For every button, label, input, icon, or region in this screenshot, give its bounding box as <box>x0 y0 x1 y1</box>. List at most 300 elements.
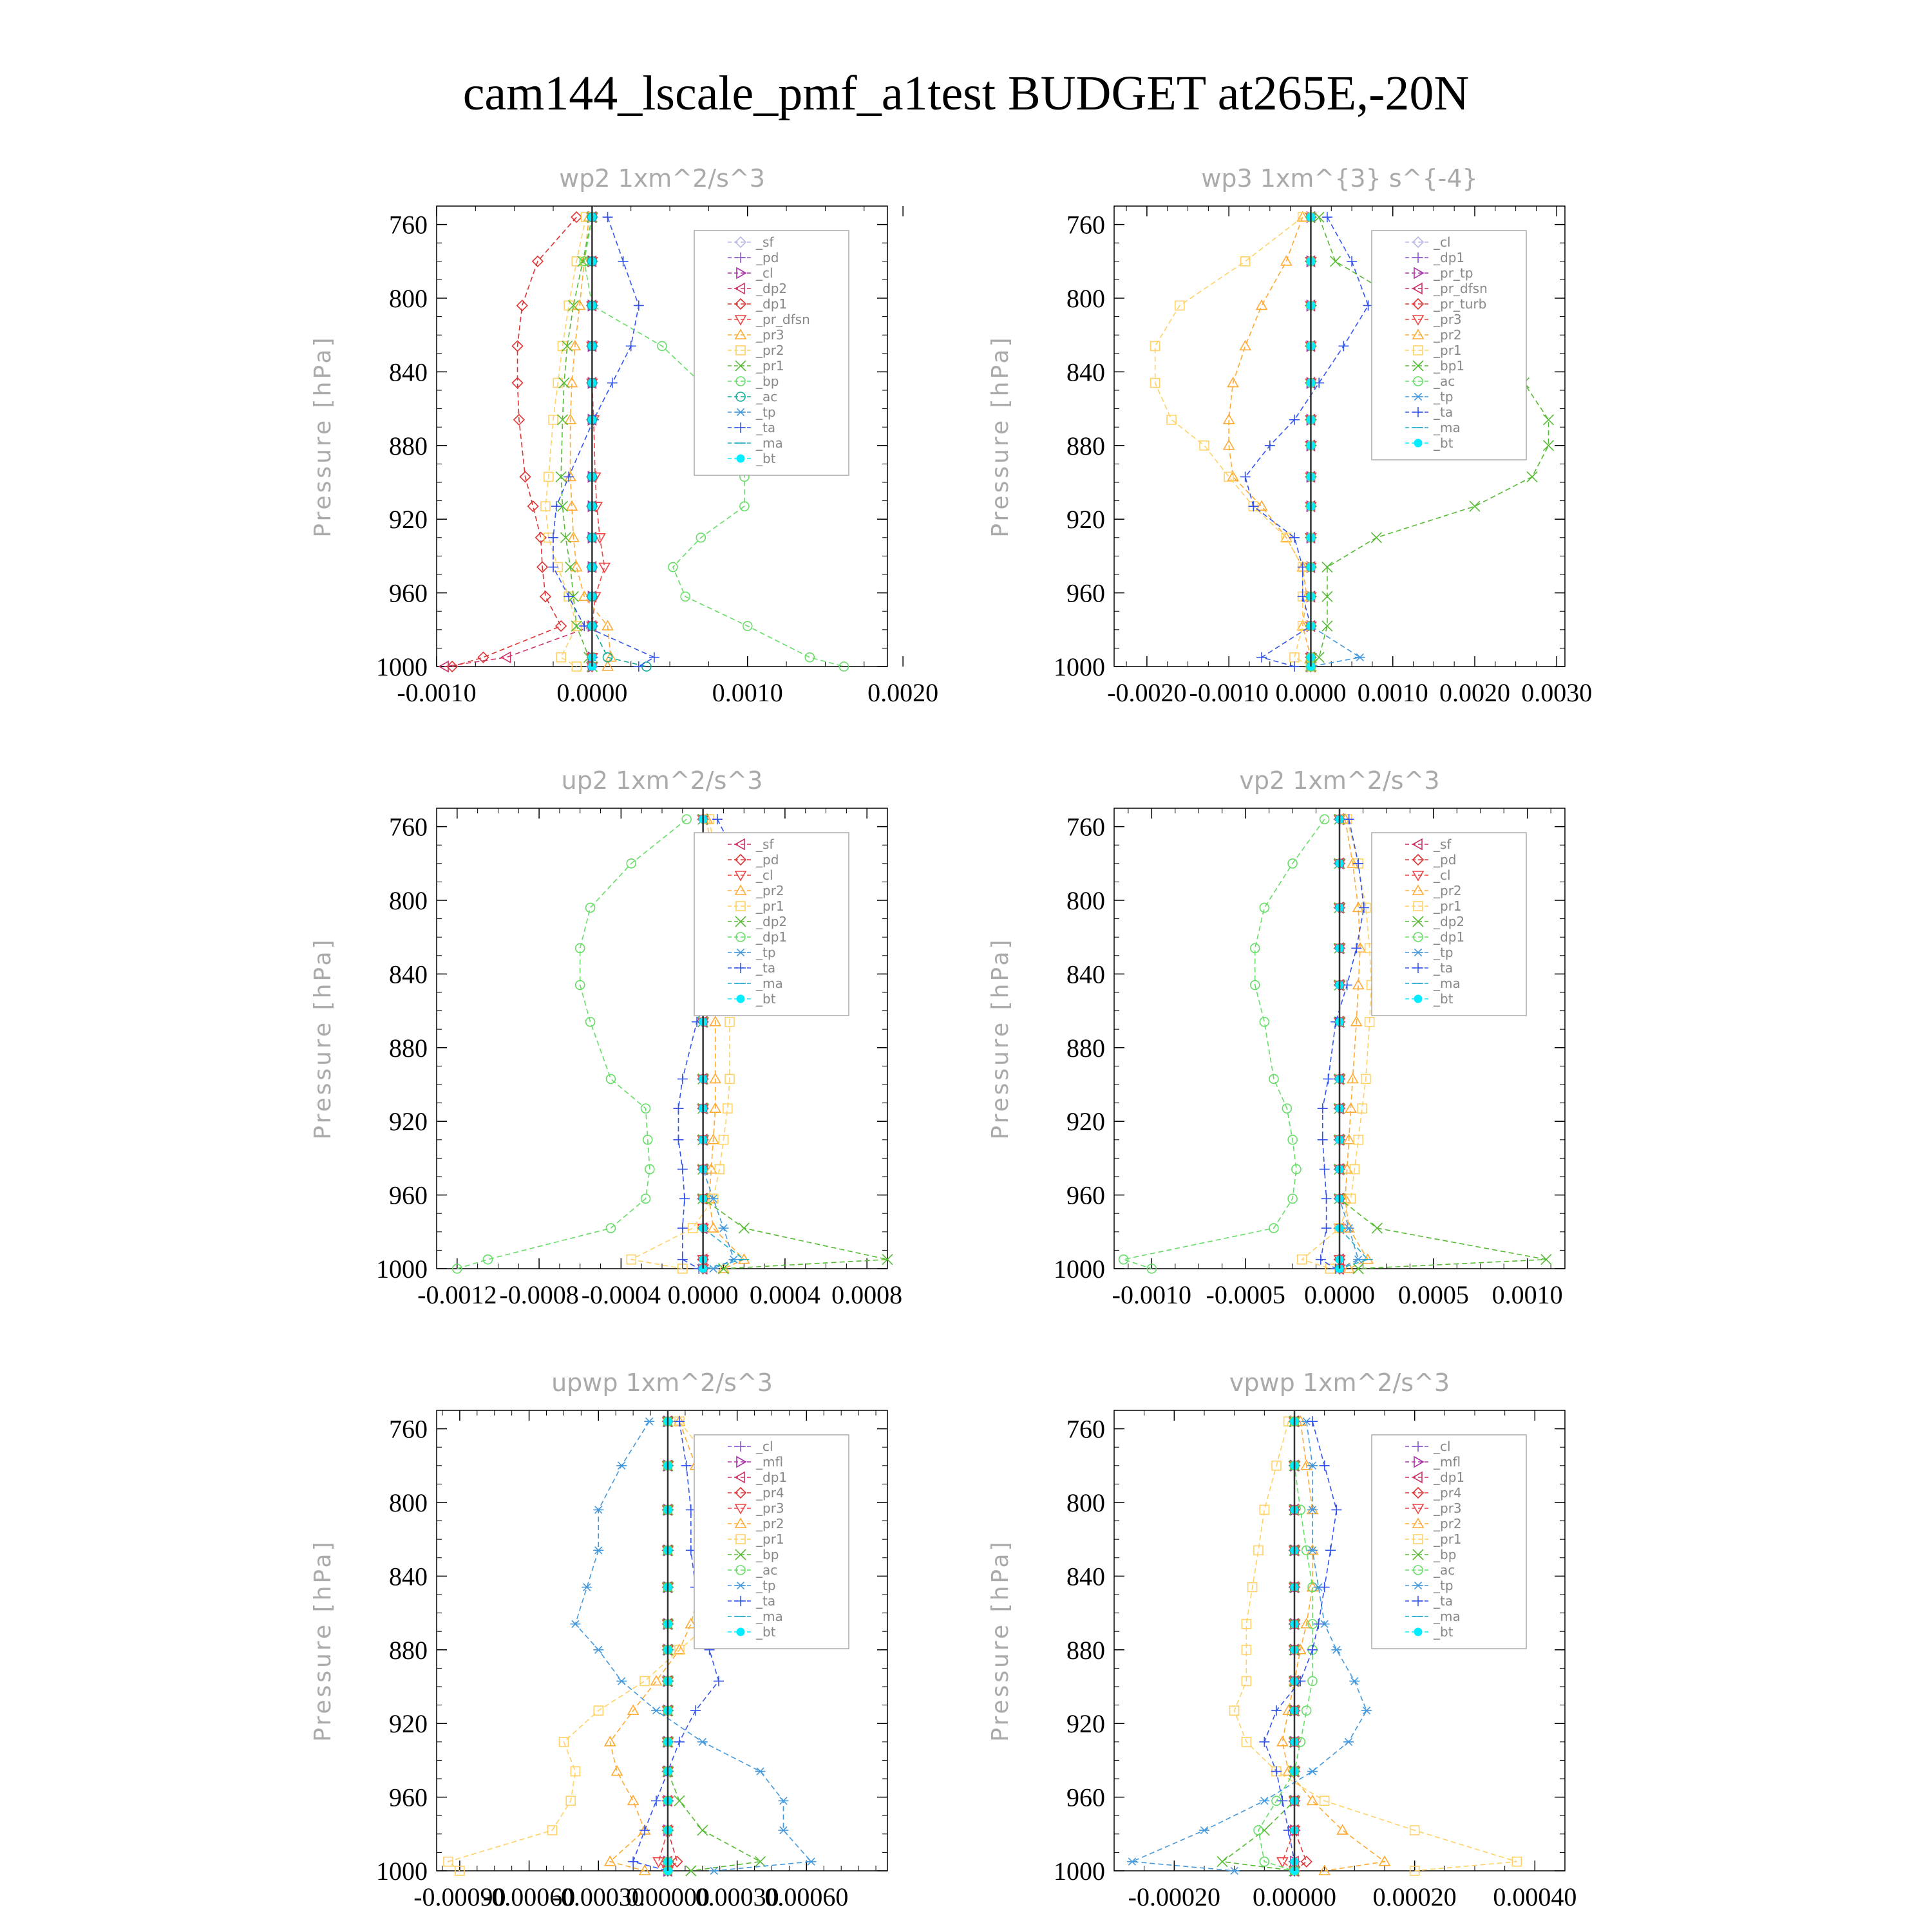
x-tick-label: -0.0010 <box>1112 1280 1191 1309</box>
data-point-ta <box>681 1461 692 1471</box>
data-point-ta <box>1338 341 1349 351</box>
data-point-ta <box>1347 256 1357 267</box>
panel-wp3 <box>987 164 1592 707</box>
data-point-ta <box>607 378 618 388</box>
legend-label: _cl <box>1434 1439 1451 1454</box>
data-point-tp <box>709 1867 719 1874</box>
x-tick-label: 0.0010 <box>1357 678 1428 707</box>
legend-label: _pr4 <box>1434 1485 1462 1501</box>
legend-label: _ma <box>1434 976 1461 991</box>
x-tick-label: 0.0000 <box>1304 1280 1375 1309</box>
panel-up2 <box>310 766 902 1309</box>
y-tick-label: 800 <box>1066 886 1105 915</box>
legend-label: _mfl <box>1434 1454 1461 1470</box>
legend-label: _pr1 <box>1434 343 1462 358</box>
legend-label: _tp <box>1434 945 1454 960</box>
data-point-ta <box>1325 1545 1336 1555</box>
series-ta <box>1259 1416 1341 1876</box>
data-point-dp2 <box>739 1223 749 1233</box>
series-line-pr2 <box>610 1421 707 1871</box>
legend-label: _bp <box>1434 1547 1457 1562</box>
legend-label: _pr3 <box>756 1501 784 1516</box>
legend-label: _dp1 <box>1434 250 1465 265</box>
x-tick-label: -0.0012 <box>417 1280 497 1309</box>
y-tick-label: 840 <box>389 1562 428 1591</box>
data-point-pr2 <box>1240 341 1251 350</box>
x-tick-label: 0.0010 <box>1492 1280 1563 1309</box>
legend-marker <box>1414 995 1422 1003</box>
data-point-ta <box>1320 1461 1330 1471</box>
series-pr1 <box>1151 213 1316 671</box>
data-point-dp1 <box>586 903 595 912</box>
legend-label: _dp1 <box>756 296 788 312</box>
legend-marker <box>1414 1628 1422 1636</box>
y-tick-label: 760 <box>389 1414 428 1444</box>
data-point-ta <box>677 1074 688 1084</box>
x-tick-label: 0.0004 <box>749 1280 820 1309</box>
legend-label: _ma <box>1434 420 1461 435</box>
y-axis-label: Pressure [hPa] <box>987 1539 1014 1742</box>
legend-label: _tp <box>1434 389 1454 404</box>
legend-label: _pd <box>756 250 779 265</box>
legend-label: _dp1 <box>756 1470 788 1485</box>
series-line-tp <box>1311 217 1359 667</box>
data-point-dp1 <box>556 621 566 631</box>
legend-marker <box>737 1628 744 1636</box>
data-point-pr1 <box>1167 415 1176 424</box>
y-tick-label: 880 <box>389 1635 428 1665</box>
data-point-pr3 <box>1277 1858 1287 1867</box>
legend-label: _dp2 <box>1434 914 1465 929</box>
y-tick-label: 880 <box>1066 1635 1105 1665</box>
legend-label: _bp <box>756 1547 779 1562</box>
data-point-dp1 <box>606 1074 615 1083</box>
legend-label: _pr1 <box>756 898 784 914</box>
y-tick-label: 920 <box>389 1709 428 1739</box>
x-tick-label: 0.00040 <box>1493 1882 1577 1911</box>
x-tick-label: -0.0010 <box>397 678 477 707</box>
data-point-ac <box>1302 1706 1311 1715</box>
y-tick-label: 880 <box>1066 1033 1105 1063</box>
series-line-dp1 <box>457 819 687 1269</box>
data-point-ta <box>1307 1645 1318 1655</box>
data-point-pr2 <box>612 1766 622 1776</box>
data-point-tp <box>570 1620 580 1627</box>
x-tick-label: 0.00030 <box>695 1882 779 1911</box>
y-tick-label: 800 <box>389 1488 428 1517</box>
legend-label: _ac <box>756 389 778 404</box>
y-tick-label: 840 <box>389 357 428 387</box>
legend-label: _ac <box>756 1562 778 1578</box>
y-tick-label: 880 <box>1066 431 1105 460</box>
data-point-ta <box>690 1705 701 1716</box>
y-tick-label: 1000 <box>376 1255 428 1283</box>
legend-label: _ta <box>1434 1593 1454 1609</box>
y-tick-label: 960 <box>1066 1180 1105 1210</box>
x-tick-label: 0.0008 <box>831 1280 903 1309</box>
data-point-bp1 <box>1331 256 1341 267</box>
legend-label: _bt <box>1434 1624 1454 1640</box>
legend-label: _sf <box>756 234 774 250</box>
series-line-pr2 <box>1345 819 1368 1269</box>
legend-label: _cl <box>1434 234 1451 250</box>
legend-label: _pr2 <box>756 343 784 358</box>
y-tick-label: 800 <box>389 886 428 915</box>
data-point-ta <box>714 1676 724 1686</box>
series-line-dp1 <box>1124 819 1325 1269</box>
y-tick-label: 1000 <box>1054 1255 1105 1283</box>
legend-label: _pr1 <box>756 358 784 374</box>
data-point-tp <box>1199 1826 1209 1833</box>
y-tick-label: 800 <box>389 284 428 313</box>
data-point-tp <box>806 1858 817 1865</box>
data-point-tp <box>718 1224 728 1231</box>
data-point-ta <box>1321 1193 1332 1204</box>
y-tick-label: 760 <box>389 210 428 240</box>
legend-label: _bt <box>1434 991 1454 1007</box>
legend-label: _sf <box>756 837 774 852</box>
legend-label: _bp1 <box>1434 358 1465 374</box>
series-line-dp1 <box>452 217 576 667</box>
legend-label: _pr1 <box>756 1531 784 1547</box>
data-point-ta <box>1271 1766 1282 1777</box>
legend-label: _tp <box>756 404 776 420</box>
data-point-ta <box>548 562 558 573</box>
panel-title: vpwp 1xm^2/s^3 <box>1229 1368 1450 1397</box>
legend-label: _dp1 <box>1434 929 1465 945</box>
data-point-ta <box>651 1795 661 1806</box>
legend-label: _dp1 <box>756 929 788 945</box>
data-point-ta <box>1259 1737 1269 1747</box>
y-tick-label: 840 <box>389 960 428 989</box>
panel-vpwp <box>987 1368 1577 1911</box>
data-point-dp1 <box>1260 903 1269 912</box>
x-tick-label: -0.00030 <box>552 1882 645 1911</box>
y-tick-label: 1000 <box>376 1857 428 1886</box>
series-ta <box>1316 814 1369 1274</box>
data-point-ta <box>551 501 562 511</box>
y-tick-label: 760 <box>389 812 428 842</box>
data-point-ta <box>628 1857 638 1867</box>
data-point-ta <box>673 1103 683 1113</box>
y-tick-label: 960 <box>1066 1783 1105 1812</box>
data-point-tp <box>778 1797 788 1804</box>
data-point-pr3 <box>603 661 613 670</box>
data-point-ta <box>1331 1504 1341 1515</box>
y-tick-label: 960 <box>389 1180 428 1210</box>
legend-label: _pr2 <box>756 1516 784 1531</box>
legend-label: _cl <box>756 867 773 883</box>
data-point-tp <box>755 1768 766 1775</box>
y-tick-label: 960 <box>389 1783 428 1812</box>
legend-label: _pr2 <box>1434 1516 1462 1531</box>
data-point-pr2 <box>651 1676 661 1685</box>
legend-label: _ta <box>1434 960 1454 976</box>
y-tick-label: 800 <box>1066 1488 1105 1517</box>
series-ac <box>1254 1417 1317 1875</box>
data-point-tp <box>1344 1224 1354 1231</box>
data-point-ta <box>677 1255 688 1265</box>
data-point-ta <box>564 591 574 601</box>
x-tick-label: 0.0030 <box>1521 678 1593 707</box>
series-ta <box>548 212 659 672</box>
x-tick-label: 0.00000 <box>625 1882 710 1911</box>
x-tick-label: -0.00020 <box>1128 1882 1220 1911</box>
data-point-ta <box>1320 1164 1330 1175</box>
data-point-tp <box>593 1547 603 1554</box>
series-pr-dfsn <box>587 213 609 672</box>
data-point-pr2 <box>556 653 565 662</box>
data-point-pr4 <box>1302 1857 1312 1867</box>
legend <box>694 833 849 1016</box>
legend-label: _pr2 <box>756 883 784 898</box>
x-tick-label: 0.00000 <box>1253 1882 1336 1911</box>
legend-label: _tp <box>756 1578 776 1593</box>
legend-label: _ac <box>1434 374 1455 389</box>
x-tick-label: 0.0000 <box>667 1280 739 1309</box>
data-point-dp1 <box>586 1018 595 1027</box>
x-tick-label: 0.0020 <box>867 678 939 707</box>
data-point-dp2 <box>1541 1255 1551 1265</box>
panel-title: vp2 1xm^2/s^3 <box>1239 766 1440 795</box>
data-point-tp <box>644 1418 654 1425</box>
data-point-dp2 <box>502 652 511 663</box>
legend-label: _ma <box>756 976 783 991</box>
x-tick-label: 0.0020 <box>1439 678 1510 707</box>
y-tick-label: 880 <box>389 431 428 460</box>
x-tick-label: -0.0010 <box>1189 678 1269 707</box>
panel-title: upwp 1xm^2/s^3 <box>551 1368 773 1397</box>
panel-vp2 <box>987 766 1565 1309</box>
data-point-pr2 <box>1379 1857 1390 1866</box>
data-point-dp1 <box>528 501 538 511</box>
panel-wp2 <box>310 164 938 707</box>
y-tick-label: 840 <box>1066 960 1105 989</box>
y-tick-label: 880 <box>389 1033 428 1063</box>
legend-marker <box>737 455 744 462</box>
panel-grid <box>310 164 1592 1911</box>
series-ac <box>587 213 650 671</box>
legend <box>694 1435 849 1649</box>
data-point-tp <box>593 1646 603 1653</box>
legend-label: _pr_dfsn <box>1434 281 1488 296</box>
y-tick-label: 960 <box>1066 578 1105 608</box>
data-point-tp <box>1361 1707 1372 1714</box>
data-point-ta <box>1318 1135 1328 1145</box>
data-point-ta <box>1316 1255 1326 1265</box>
data-point-tp <box>616 1462 627 1469</box>
series-line-ta <box>1264 1421 1336 1871</box>
legend-label: _pd <box>1434 852 1457 867</box>
legend-label: _cl <box>1434 867 1451 883</box>
legend-label: _ta <box>756 960 776 976</box>
data-point-ta <box>1320 1582 1330 1593</box>
y-tick-label: 1000 <box>1054 652 1105 681</box>
legend-label: _pr2 <box>1434 327 1462 343</box>
data-point-ta <box>679 1193 690 1204</box>
data-point-dp2 <box>1372 1223 1382 1233</box>
x-tick-label: 0.00060 <box>764 1882 849 1911</box>
legend-label: _ma <box>756 1609 783 1624</box>
legend-label: _cl <box>756 1439 773 1454</box>
legend <box>1372 833 1526 1016</box>
data-point-ta <box>677 1223 688 1233</box>
data-point-ta <box>634 661 644 672</box>
series-line-pr1 <box>1155 217 1311 667</box>
legend-label: _ta <box>756 420 776 435</box>
legend-label: _pr3 <box>1434 1501 1462 1516</box>
data-point-pr1 <box>1290 653 1299 662</box>
data-point-bp <box>697 1825 708 1835</box>
data-point-bp1 <box>1470 501 1480 511</box>
y-tick-label: 920 <box>1066 1709 1105 1739</box>
series-dp1 <box>1119 815 1329 1273</box>
legend-label: _bt <box>756 451 776 466</box>
legend-label: _cl <box>756 265 773 281</box>
y-tick-label: 840 <box>1066 1562 1105 1591</box>
legend-label: _sf <box>1434 837 1452 852</box>
legend-label: _pr3 <box>1434 312 1462 327</box>
legend-label: _pr3 <box>756 327 784 343</box>
x-tick-label: 0.0010 <box>712 678 783 707</box>
y-tick-label: 920 <box>389 1107 428 1137</box>
data-point-tp <box>708 1265 719 1272</box>
legend-label: _ta <box>756 1593 776 1609</box>
series-line-ac <box>592 217 646 667</box>
data-point-ta <box>1307 1416 1318 1426</box>
data-point-tp <box>1349 1678 1359 1685</box>
data-point-bp <box>674 1795 685 1806</box>
legend-label: _dp2 <box>756 281 788 296</box>
panel-title: up2 1xm^2/s^3 <box>561 766 763 795</box>
legend-label: _tp <box>756 945 776 960</box>
panel-title: wp3 1xm^{3} s^{-4} <box>1201 164 1478 193</box>
y-axis-label: Pressure [hPa] <box>987 937 1014 1140</box>
y-tick-label: 760 <box>1066 1414 1105 1444</box>
data-point-dp1 <box>484 1255 493 1264</box>
y-tick-label: 920 <box>1066 1107 1105 1137</box>
legend-label: _pr_turb <box>1434 296 1487 312</box>
data-point-ta <box>1289 661 1300 672</box>
data-point-ta <box>1240 471 1251 482</box>
legend <box>694 231 849 475</box>
legend-label: _dp1 <box>1434 1470 1465 1485</box>
y-axis-label: Pressure [hPa] <box>310 937 336 1140</box>
y-tick-label: 760 <box>1066 812 1105 842</box>
data-point-ta <box>673 1135 683 1145</box>
data-point-pr2 <box>1344 1264 1354 1273</box>
data-point-tp <box>582 1584 592 1591</box>
legend-label: _mfl <box>756 1454 784 1470</box>
series-pr1 <box>1298 815 1376 1273</box>
data-point-ta <box>1323 1074 1334 1084</box>
legend-label: _pr_dfsn <box>756 312 810 327</box>
data-point-tp <box>697 1738 708 1745</box>
y-tick-label: 840 <box>1066 357 1105 387</box>
legend-label: _bp <box>756 374 779 389</box>
legend-label: _ma <box>756 435 783 451</box>
series-pr1 <box>556 212 597 672</box>
x-tick-label: -0.00090 <box>413 1882 506 1911</box>
x-tick-label: 0.0000 <box>556 678 628 707</box>
series-bp <box>1217 1416 1300 1876</box>
data-point-bp1 <box>1371 533 1381 543</box>
legend-label: _bt <box>756 991 776 1007</box>
x-tick-label: -0.0020 <box>1107 678 1187 707</box>
series-pr3 <box>565 212 616 670</box>
data-point-tp <box>1259 1797 1269 1804</box>
x-tick-label: 0.0005 <box>1397 1280 1469 1309</box>
legend <box>1372 1435 1526 1649</box>
data-point-ta <box>634 300 644 310</box>
y-tick-label: 1000 <box>376 652 428 681</box>
legend-label: _pd <box>756 852 779 867</box>
data-point-ta <box>1271 1705 1282 1716</box>
x-tick-label: 0.00020 <box>1372 1882 1457 1911</box>
legend-label: _pr1 <box>1434 898 1462 914</box>
panel-title: wp2 1xm^2/s^3 <box>559 164 765 193</box>
data-point-ta <box>1256 652 1267 663</box>
legend-label: _pr_tp <box>1434 265 1473 281</box>
data-point-ta <box>1321 1223 1332 1233</box>
y-axis-label: Pressure [hPa] <box>310 335 336 538</box>
figure-title: cam144_lscale_pmf_a1test BUDGET at265E,-20N <box>462 66 1470 120</box>
y-axis-label: Pressure [hPa] <box>310 1539 336 1742</box>
data-point-ta <box>603 212 613 222</box>
y-tick-label: 920 <box>1066 505 1105 535</box>
series-dp1 <box>453 815 691 1273</box>
data-point-pr1 <box>688 1224 697 1233</box>
data-point-tp <box>1331 1646 1341 1653</box>
legend-label: _ta <box>1434 404 1454 420</box>
x-tick-label: -0.00060 <box>482 1882 576 1911</box>
series-tp <box>1127 1418 1372 1875</box>
y-tick-label: 920 <box>389 505 428 535</box>
panel-upwp <box>310 1368 887 1911</box>
data-point-tp <box>1343 1738 1354 1745</box>
legend-label: _pr1 <box>1434 1531 1462 1547</box>
legend-label: _pr2 <box>1434 883 1462 898</box>
x-tick-label: -0.0005 <box>1206 1280 1285 1309</box>
y-tick-label: 960 <box>389 578 428 608</box>
data-point-pr2 <box>628 1795 638 1804</box>
legend-marker <box>1414 439 1422 447</box>
data-point-ta <box>618 256 629 267</box>
data-point-pr2 <box>708 1223 719 1232</box>
data-point-bp1 <box>1527 471 1537 482</box>
y-axis-label: Pressure [hPa] <box>987 335 1014 538</box>
legend-marker <box>737 995 744 1003</box>
y-tick-label: 1000 <box>1054 1857 1105 1886</box>
data-point-ta <box>626 341 636 351</box>
data-point-ta <box>1322 212 1332 222</box>
data-point-pr2 <box>639 1866 650 1875</box>
y-tick-label: 760 <box>1066 210 1105 240</box>
y-tick-label: 800 <box>1066 284 1105 313</box>
legend-label: _bt <box>1434 435 1454 451</box>
legend-label: _ma <box>1434 1609 1461 1624</box>
x-tick-label: 0.0000 <box>1275 678 1347 707</box>
data-point-ta <box>677 1164 688 1175</box>
legend-label: _ac <box>1434 1562 1455 1578</box>
x-tick-label: -0.0004 <box>581 1280 661 1309</box>
legend-label: _tp <box>1434 1578 1454 1593</box>
data-point-pr1 <box>1241 257 1250 266</box>
x-tick-label: -0.0008 <box>499 1280 579 1309</box>
data-point-ta <box>649 652 659 663</box>
legend-label: _bt <box>756 1624 776 1640</box>
data-point-dp1 <box>1119 1255 1128 1264</box>
